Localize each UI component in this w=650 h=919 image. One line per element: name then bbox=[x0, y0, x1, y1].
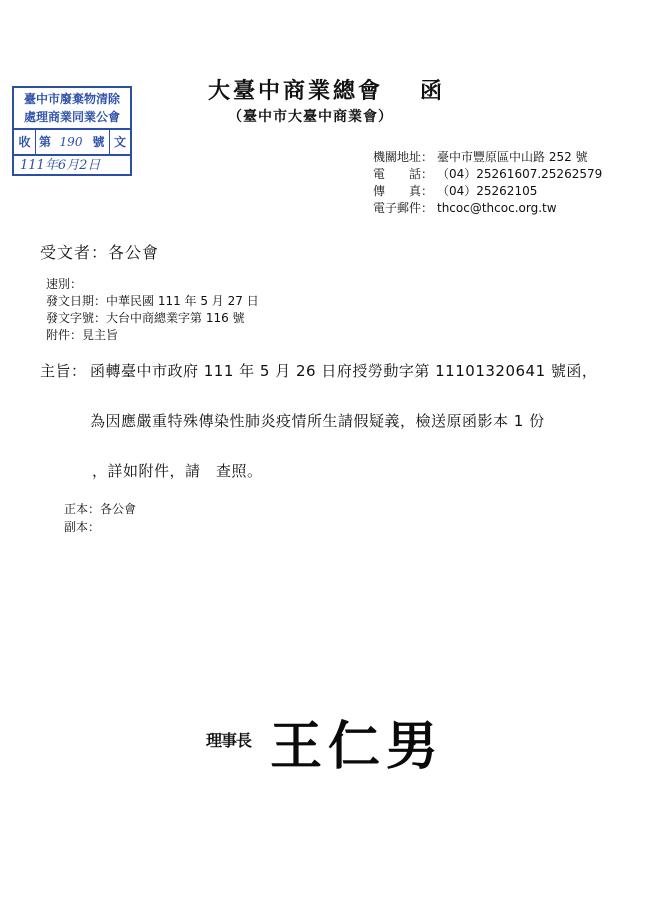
stamp-number-label: 第 bbox=[38, 135, 51, 149]
recipient: 受文者：各公會 bbox=[40, 243, 160, 262]
subject-label: 主旨： bbox=[40, 362, 87, 380]
doc-type: 函 bbox=[420, 78, 443, 104]
stamp-number-row bbox=[14, 128, 130, 156]
original-copy: 正本：各公會 bbox=[64, 502, 137, 516]
stamp-number-value: 190 bbox=[59, 135, 83, 149]
contact-fax bbox=[373, 182, 537, 199]
stamp-org-line2: 處理商業同業公會 bbox=[23, 110, 120, 124]
subject-line-3: ，詳如附件，請 查照。 bbox=[92, 462, 263, 480]
fax-value: （04）25262105 bbox=[437, 184, 538, 198]
fax-label: 傳 真： bbox=[373, 184, 434, 198]
meta-speed: 速別： bbox=[46, 277, 83, 291]
phone-value: （04）25261607.25262579 bbox=[437, 167, 603, 181]
stamp-wen-label: 文 bbox=[113, 135, 126, 149]
stamp-receive-label: 收 bbox=[14, 130, 36, 154]
address-label: 機關地址： bbox=[373, 150, 434, 164]
cc-copy: 副本： bbox=[64, 520, 101, 534]
stamp-date: 111年6月2日 bbox=[20, 158, 101, 173]
subject-line-1: 函轉臺中市政府 111 年 5 月 26 日府授勞動字第 11101320641 號函， bbox=[90, 362, 598, 380]
signature-name: 王仁男 bbox=[270, 716, 445, 777]
meta-number: 發文字號：大台中商總業字第 116 號 bbox=[46, 311, 245, 325]
meta-date: 發文日期：中華民國 111 年 5 月 27 日 bbox=[46, 294, 259, 308]
stamp-org-line1: 臺中市廢棄物清除 bbox=[23, 92, 120, 106]
email-value: thcoc@thcoc.org.tw bbox=[437, 201, 557, 215]
address-value: 臺中市豐原區中山路 252 號 bbox=[437, 150, 588, 164]
contact-email bbox=[373, 199, 557, 216]
receipt-stamp bbox=[12, 86, 132, 176]
org-subtitle: （臺中市大臺中商業會） bbox=[228, 109, 393, 125]
meta-attachment: 附件：見主旨 bbox=[46, 328, 119, 342]
contact-address bbox=[373, 148, 588, 165]
signature-title: 理事長 bbox=[206, 731, 252, 750]
subject-line-2: 為因應嚴重特殊傳染性肺炎疫情所生請假疑義，檢送原函影本 1 份 bbox=[90, 412, 545, 430]
email-label: 電子郵件： bbox=[373, 201, 434, 215]
phone-label: 電 話： bbox=[373, 167, 434, 181]
chairman-signature-seal bbox=[206, 706, 456, 776]
contact-phone bbox=[373, 165, 602, 182]
stamp-number-suffix: 號 bbox=[88, 130, 110, 154]
org-title: 大臺中商業總會 bbox=[208, 78, 384, 104]
